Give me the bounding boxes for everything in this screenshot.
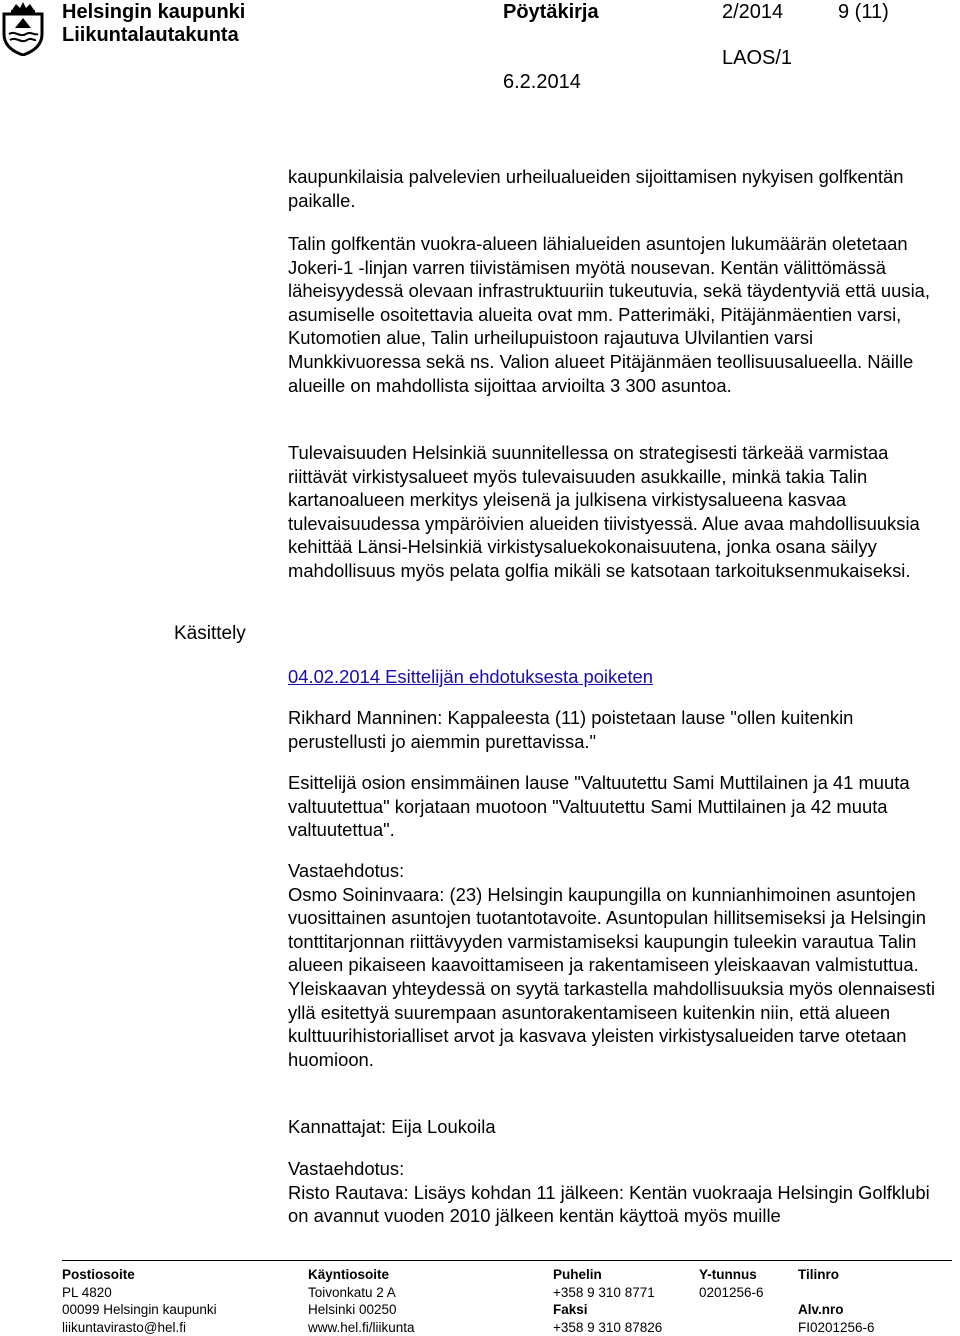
footer-visit [308,1266,415,1336]
footer-account [798,1266,875,1336]
footer-phone-heading: Puhelin [553,1266,662,1284]
footer-website: www.hel.fi/liikunta [308,1319,415,1336]
footer-postal-heading: Postiosoite [62,1266,217,1284]
paragraph-amendment-2: Esittelijä osion ensimmäinen lause "Valtuutettu Sami Muttilainen ja 41 muuta valtuutettua" korjataan muotoon "Valtuutettu Sami Muttilainen ja 42 muuta valtuutettua". [288,771,948,842]
footer-phone [553,1266,662,1336]
footer-fax-number: +358 9 310 87826 [553,1319,662,1336]
paragraph-3: Tulevaisuuden Helsinkiä suunnitellessa on strategisesti tärkeää varmistaa riittävät virkistysalueet myös tulevaisuuden asukkaille, minkä takia Talin kartanoalueen merkitys yleisenä ja julkisena virkistysalueena kasvaa tulevaisuudessa ympäröivien alueiden tiivistyessä. Alue avaa mahdollisuuksia kehittää Länsi-Helsinkiä virkistysaluekokonaisuutena, jonka osana säilyy mahdollisuus myös pelata golfia mikäli se katsotaan tarkoituksenmukaiseksi. [288,441,948,583]
footer-business-id-value: 0201256-6 [699,1284,764,1302]
paragraph-1: kaupunkilaisia palvelevien urheilualueiden sijoittamisen nykyisen golfkentän paikalle. [288,165,948,212]
counterproposal-2 [288,1157,948,1228]
document-type: Pöytäkirja [503,0,599,24]
counterproposal-1 [288,859,948,1071]
supporters: Kannattajat: Eija Loukoila [288,1115,948,1139]
footer-business-id [699,1266,764,1301]
footer-account-heading: Tilinro [798,1266,875,1284]
page-number: 9 (11) [838,0,889,24]
meeting-link-wrap [288,665,948,689]
footer-business-id-heading: Y-tunnus [699,1266,764,1284]
section-code: LAOS/1 [722,46,792,70]
committee-name: Liikuntalautakunta [62,23,239,47]
footer-fax-heading: Faksi [553,1301,662,1319]
paragraph-amendment-1: Rikhard Manninen: Kappaleesta (11) poistetaan lause "ollen kuitenkin perustellusti jo aiemmin purettavissa." [288,706,948,753]
counterproposal-1-label: Vastaehdotus: [288,859,948,883]
footer-email: liikuntavirasto@hel.fi [62,1319,217,1336]
org-name: Helsingin kaupunki [62,0,245,24]
counterproposal-1-text: Osmo Soininvaara: (23) Helsingin kaupungilla on kunnianhimoinen asuntojen vuosittainen asuntojen tuotantotavoite. Asuntopulan hillitsemiseksi ja Helsingin tonttitarjonnan riittävyyden varmistamiseksi kaupungin tuleekin varautua Talin alueen pikaiseen kaavoittamiseen ja rakentamiseen yleiskaavan valmistuttua. Yleiskaavan yhteydessä on syytä tarkastella mahdollisuuksia myös olennaisesti yllä esitettyä suurempaan asuntorakentamiseen kuitenkin niin, että alueen kulttuurihistorialliset arvot ja kasvava yleisten virkistysalueiden tarve otetaan huomioon. [288,883,948,1072]
footer-divider [62,1260,952,1261]
helsinki-crest-logo [0,0,46,56]
footer-phone-number: +358 9 310 8771 [553,1284,662,1302]
footer-visit-heading: Käyntiosoite [308,1266,415,1284]
footer-visit-street: Toivonkatu 2 A [308,1284,415,1302]
footer-postal-box: PL 4820 [62,1284,217,1302]
document-number: 2/2014 [722,0,783,24]
footer-postal [62,1266,217,1336]
counterproposal-2-label: Vastaehdotus: [288,1157,948,1181]
footer-account-value [798,1284,875,1302]
document-date: 6.2.2014 [503,70,581,94]
paragraph-2: Talin golfkentän vuokra-alueen lähialueiden asuntojen lukumäärän oletetaan Jokeri-1 -linjan varren tiivistämisen myötä nousevan. Kentän välittömässä läheisyydessä olevaan infrastruktuuriin tukeutuvia, sekä täydentyviä että uusia, asumiselle osoitettavia alueita ovat mm. Patterimäki, Pitäjänmäentien varsi, Kutomotien alue, Talin urheilupuistoon rajautuva Ulvilantien varsi Munkkivuoressa sekä ns. Valion alueet Pitäjänmäen teollisuusalueella. Näille alueille on mahdollista sijoittaa arvioilta 3 300 asuntoa. [288,232,948,397]
footer-vat-heading: Alv.nro [798,1301,875,1319]
footer-vat-value: FI0201256-6 [798,1319,875,1336]
footer-visit-city: Helsinki 00250 [308,1301,415,1319]
meeting-date-link[interactable]: 04.02.2014 Esittelijän ehdotuksesta poiketen [288,666,653,687]
section-label-kasittely: Käsittely [174,622,246,646]
footer-postal-city: 00099 Helsingin kaupunki [62,1301,217,1319]
counterproposal-2-text: Risto Rautava: Lisäys kohdan 11 jälkeen: Kentän vuokraaja Helsingin Golfklubi on avannut vuoden 2010 jälkeen kentän käyttoä myös muille [288,1181,948,1228]
